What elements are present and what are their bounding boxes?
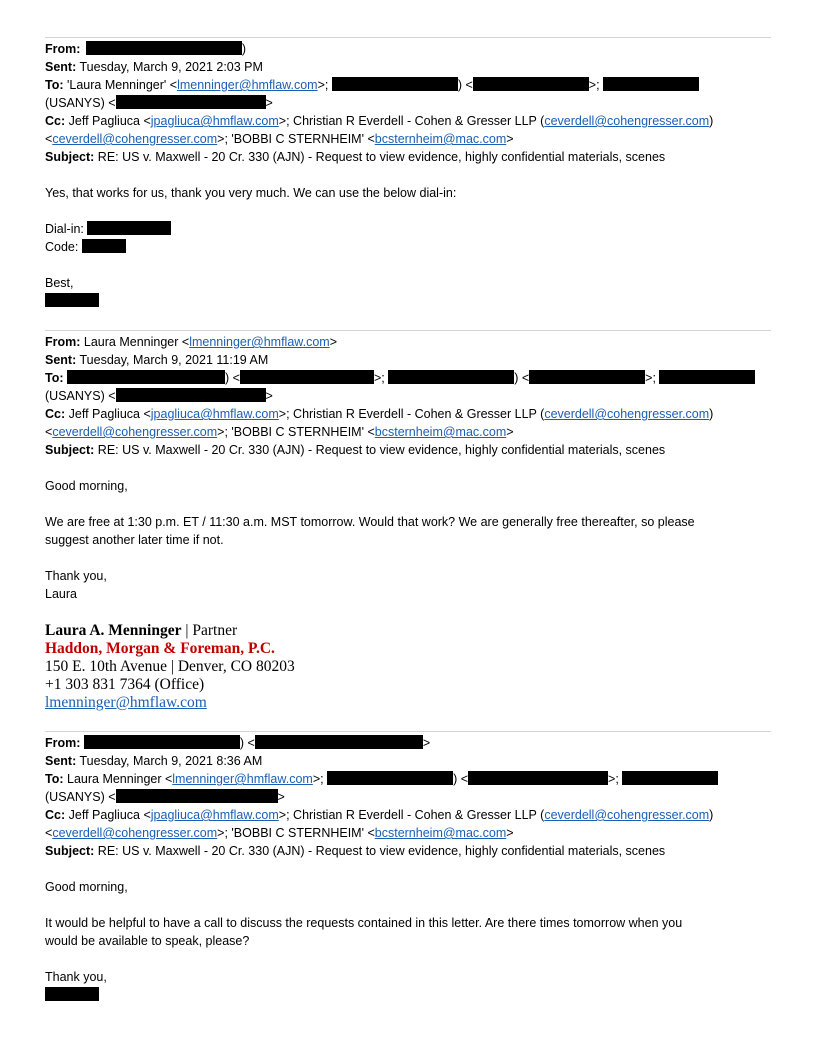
redaction <box>529 370 645 384</box>
email1-body: Yes, that works for us, thank you very much. We can use the below dial-in: <box>45 186 457 200</box>
redaction <box>622 771 718 785</box>
email2-body: suggest another later time if not. <box>45 533 224 547</box>
email3-to: To: Laura Menninger <lmenninger@hmflaw.com>; ) < >; <box>45 770 718 788</box>
redaction <box>468 771 608 785</box>
email1-to-cont: (USANYS) < > <box>45 96 273 110</box>
signature-address: 150 E. 10th Avenue | Denver, CO 80203 <box>45 658 295 675</box>
redaction <box>240 370 374 384</box>
email3-cc-cont: <ceverdell@cohengresser.com>; 'BOBBI C STERNHEIM' <bcsternheim@mac.com> <box>45 826 514 840</box>
redaction <box>116 388 266 402</box>
email1-cc-cont: <ceverdell@cohengresser.com>; 'BOBBI C STERNHEIM' <bcsternheim@mac.com> <box>45 132 514 146</box>
email3-greeting: Good morning, <box>45 880 128 894</box>
email3-to-cont: (USANYS) < > <box>45 790 285 804</box>
signature-title: | Partner <box>181 622 238 639</box>
email-link[interactable]: bcsternheim@mac.com <box>374 826 507 840</box>
email-link[interactable]: ceverdell@cohengresser.com <box>544 114 710 128</box>
email-link[interactable]: bcsternheim@mac.com <box>374 425 507 439</box>
email-link[interactable]: lmenninger@hmflaw.com <box>189 335 330 349</box>
redaction <box>473 77 589 91</box>
redaction <box>87 221 171 235</box>
email2-cc: Cc: Jeff Pagliuca <jpagliuca@hmflaw.com>; Christian R Everdell - Cohen & Gresser LLP (ceverdell@cohengresser.com) <box>45 407 714 421</box>
redaction <box>255 735 423 749</box>
email2-signoff: Laura <box>45 587 77 601</box>
email1-code: Code: <box>45 238 126 256</box>
redaction <box>327 771 453 785</box>
email2-to: To: ) < >; ) < >; <box>45 369 755 387</box>
email1-subject: Subject: RE: US v. Maxwell - 20 Cr. 330 (AJN) - Request to view evidence, highly confidential materials, scenes <box>45 150 666 164</box>
email1-cc: Cc: Jeff Pagliuca <jpagliuca@hmflaw.com>; Christian R Everdell - Cohen & Gresser LLP (ceverdell@cohengresser.com) <box>45 114 714 128</box>
redaction <box>332 77 458 91</box>
email-link[interactable]: ceverdell@cohengresser.com <box>544 808 710 822</box>
email-link[interactable]: jpagliuca@hmflaw.com <box>150 808 279 822</box>
email1-dialin: Dial-in: <box>45 220 171 238</box>
email3-from: From: ) < > <box>45 736 431 750</box>
email2-from: From: Laura Menninger <lmenninger@hmflaw.com> <box>45 335 338 349</box>
redaction <box>603 77 699 91</box>
redaction <box>116 789 278 803</box>
separator-rule <box>45 330 771 331</box>
redaction <box>86 41 242 55</box>
signature-phone: +1 303 831 7364 (Office) <box>45 676 205 693</box>
email3-closing: Thank you, <box>45 970 107 984</box>
email1-from: From: ) <box>45 42 247 56</box>
email1-to: To: 'Laura Menninger' <lmenninger@hmflaw.com>; ) < >; <box>45 76 699 94</box>
signature-email-link[interactable]: lmenninger@hmflaw.com <box>45 694 207 711</box>
email-link[interactable]: ceverdell@cohengresser.com <box>52 132 218 146</box>
email2-subject: Subject: RE: US v. Maxwell - 20 Cr. 330 (AJN) - Request to view evidence, highly confidential materials, scenes <box>45 443 666 457</box>
email3-sent: Sent: Tuesday, March 9, 2021 8:36 AM <box>45 754 263 768</box>
email-link[interactable]: ceverdell@cohengresser.com <box>52 826 218 840</box>
separator-rule <box>45 37 771 38</box>
email1-closing: Best, <box>45 276 74 290</box>
redaction <box>82 239 126 253</box>
signature-email-line <box>45 694 207 712</box>
separator-rule <box>45 731 771 732</box>
email3-signature <box>45 986 99 1004</box>
redaction <box>45 293 99 307</box>
email1-signature <box>45 292 99 310</box>
redaction <box>659 370 755 384</box>
email2-cc-cont: <ceverdell@cohengresser.com>; 'BOBBI C STERNHEIM' <bcsternheim@mac.com> <box>45 425 514 439</box>
email-link[interactable]: jpagliuca@hmflaw.com <box>150 114 279 128</box>
signature-name-line <box>45 622 237 640</box>
email-link[interactable]: lmenninger@hmflaw.com <box>177 78 318 92</box>
signature-firm: Haddon, Morgan & Foreman, P.C. <box>45 640 275 657</box>
redaction <box>45 987 99 1001</box>
email3-body: It would be helpful to have a call to discuss the requests contained in this letter. Are there times tomorrow when you <box>45 916 683 930</box>
email2-greeting: Good morning, <box>45 479 128 493</box>
email2-closing: Thank you, <box>45 569 107 583</box>
email2-sent: Sent: Tuesday, March 9, 2021 11:19 AM <box>45 353 269 367</box>
email1-sent: Sent: Tuesday, March 9, 2021 2:03 PM <box>45 60 263 74</box>
email-link[interactable]: bcsternheim@mac.com <box>374 132 507 146</box>
email-link[interactable]: ceverdell@cohengresser.com <box>52 425 218 439</box>
email2-body: We are free at 1:30 p.m. ET / 11:30 a.m. MST tomorrow. Would that work? We are generally free thereafter, so please <box>45 515 695 529</box>
redaction <box>116 95 266 109</box>
signature-name: Laura A. Menninger <box>45 622 182 639</box>
email3-body: would be available to speak, please? <box>45 934 250 948</box>
email-link[interactable]: jpagliuca@hmflaw.com <box>150 407 279 421</box>
email3-subject: Subject: RE: US v. Maxwell - 20 Cr. 330 (AJN) - Request to view evidence, highly confidential materials, scenes <box>45 844 666 858</box>
email-link[interactable]: lmenninger@hmflaw.com <box>172 772 313 786</box>
redaction <box>67 370 225 384</box>
email3-cc: Cc: Jeff Pagliuca <jpagliuca@hmflaw.com>; Christian R Everdell - Cohen & Gresser LLP (ceverdell@cohengresser.com) <box>45 808 714 822</box>
redaction <box>84 735 240 749</box>
redaction <box>388 370 514 384</box>
email-link[interactable]: ceverdell@cohengresser.com <box>544 407 710 421</box>
email2-to-cont: (USANYS) < > <box>45 389 273 403</box>
